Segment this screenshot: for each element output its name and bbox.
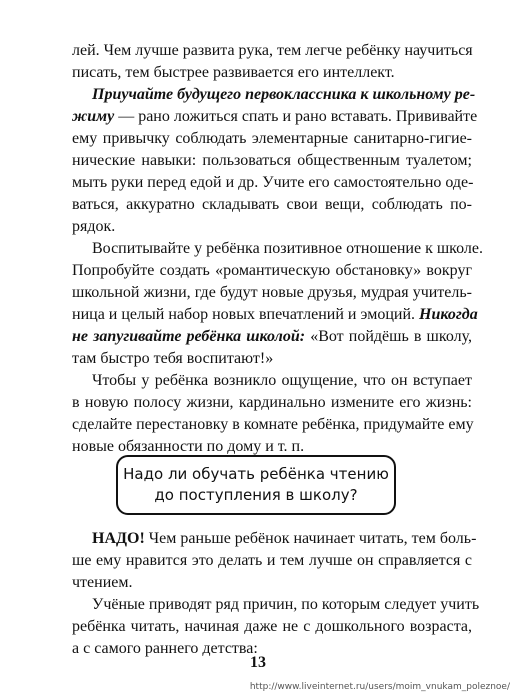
paragraph-line: ему привычку соблюдать элементарные санитарно-гигие- bbox=[72, 130, 472, 147]
body-text: — рано ложиться спать и рано вставать. Прививайте bbox=[114, 108, 478, 125]
paragraph-line: Учёные приводят ряд причин, по которым следует учить bbox=[92, 596, 480, 613]
paragraph-line bbox=[92, 528, 477, 550]
paragraph-line: Попробуйте создать «романтическую обстановку» вокруг bbox=[72, 262, 472, 279]
emphasis-text: Никогда bbox=[419, 306, 478, 323]
paragraph-line: новые обязанности по дому и т. п. bbox=[72, 438, 305, 455]
paragraph-line: а с самого раннего детства: bbox=[72, 640, 258, 657]
emphasis-text: не запугивайте ребёнка школой: bbox=[72, 328, 306, 345]
page-number: 13 bbox=[250, 654, 266, 671]
emphasis-text: жиму bbox=[72, 108, 115, 125]
paragraph-line: Чтобы у ребёнка возникло ощущение, что он вступает bbox=[92, 372, 472, 389]
paragraph-line: рядок. bbox=[72, 218, 116, 235]
paragraph-line: нические навыки: пользоваться общественным туалетом; bbox=[72, 152, 472, 169]
emphasis-text: НАДО! bbox=[92, 530, 145, 547]
paragraph-line bbox=[72, 106, 478, 128]
paragraph-line bbox=[92, 84, 476, 106]
paragraph-line: в новую полосу жизни, кардинально измените его жизнь: bbox=[72, 394, 472, 411]
body-text: ница и целый набор новых впечатлений и эмоций. bbox=[72, 306, 420, 323]
paragraph-line bbox=[72, 304, 478, 326]
paragraph-line: ше ему нравится это делать и тем лучше он справляется с bbox=[72, 552, 472, 569]
paragraph-line: лей. Чем лучше развита рука, тем легче ребёнку научиться bbox=[72, 42, 473, 59]
paragraph-line: ребёнка читать, начиная даже не с дошкольного возраста, bbox=[72, 618, 472, 635]
paragraph-line: писать, тем быстрее развивается его интеллект. bbox=[72, 64, 395, 81]
paragraph-line: ваться, аккуратно складывать свои вещи, соблюдать по- bbox=[72, 196, 472, 213]
body-text: Чем раньше ребёнок начинает читать, тем боль- bbox=[144, 530, 477, 547]
paragraph-line: там быстро тебя воспитают!» bbox=[72, 350, 274, 367]
section-heading-line: Надо ли обучать ребёнка чтению bbox=[123, 465, 389, 483]
section-heading-box bbox=[116, 455, 396, 515]
paragraph-line bbox=[72, 326, 472, 348]
paragraph-line: мыть руки перед едой и др. Учите его самостоятельно оде- bbox=[72, 174, 474, 191]
body-text: «Вот пойдёшь в школу, bbox=[305, 328, 472, 345]
paragraph-line: чтением. bbox=[72, 574, 133, 591]
paragraph-line: школьной жизни, где будут новые друзья, мудрая учитель- bbox=[72, 284, 472, 301]
watermark-url: http://www.liveinternet.ru/users/moim_vnukam_poleznoe/ bbox=[249, 682, 510, 692]
paragraph-line: Воспитывайте у ребёнка позитивное отношение к школе. bbox=[92, 240, 484, 257]
emphasis-text: Приучайте будущего первоклассника к школьному ре- bbox=[92, 86, 476, 103]
section-heading-line: до поступления в школу? bbox=[154, 486, 358, 504]
paragraph-line: сделайте перестановку в комнате ребёнка, придумайте ему bbox=[72, 416, 474, 433]
